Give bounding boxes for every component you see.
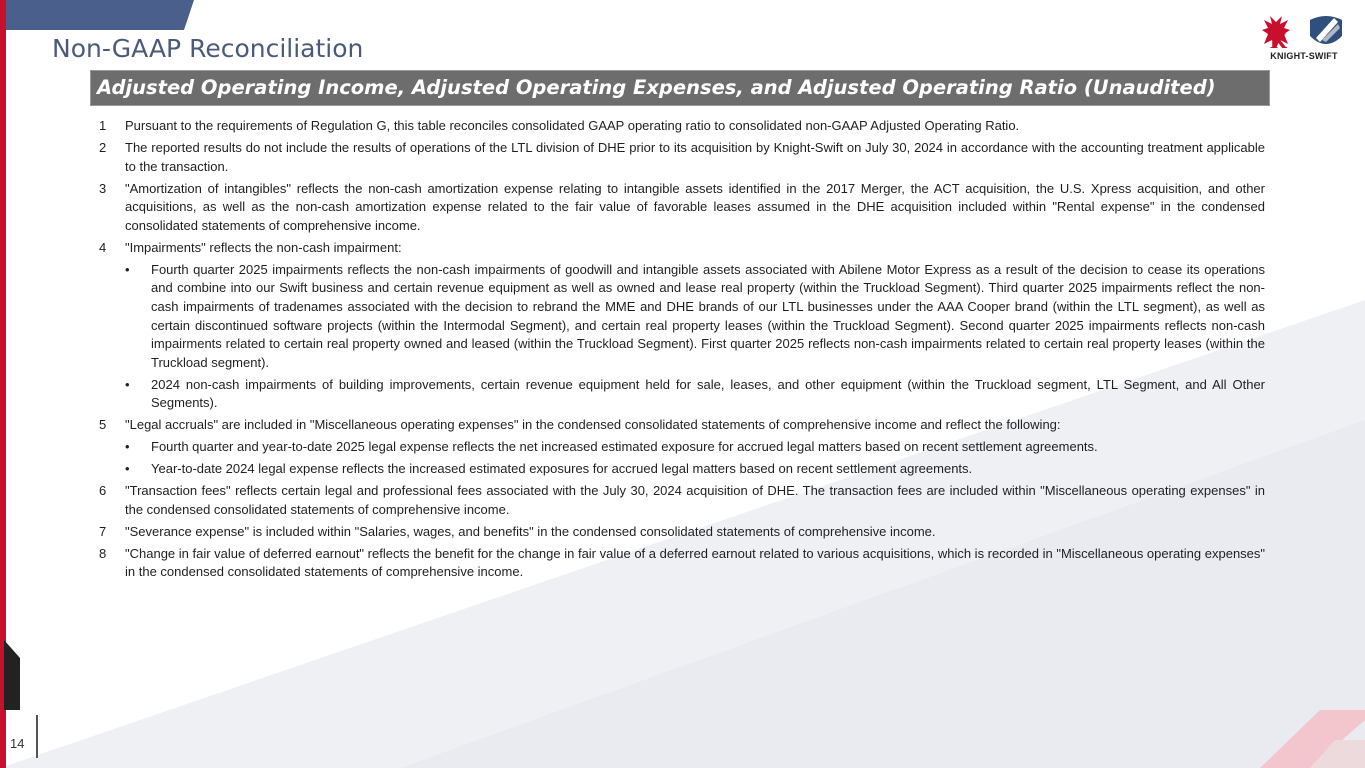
footnote-number: 3 xyxy=(99,180,107,196)
page-title: Non-GAAP Reconciliation xyxy=(52,34,364,63)
section-banner xyxy=(90,70,1270,106)
bullet-text: Fourth quarter 2025 impairments reflects the non-cash impairments of goodwill and intangible assets associated with Abilene Motor Express as a result of the decision to cease its operations and combine into our Swift business and certain revenue equipment as well as owned and lease real property (within the Truckload Segment). Third quarter 2025 impairments reflect the non-cash impairments of tradenames associated with the decision to rebrand the MME and DHE brands of our LTL businesses under the AAA Cooper brand (within the LTL segment), as well as certain discontinued software projects (within the Intermodal Segment), and certain real property leases (within the Truckload Segment). Second quarter 2025 impairments reflects non-cash impairments related to certain real property owned and leased (within the Truckload Segment). First quarter 2025 reflects non-cash impairments related to certain real property leases (within the Truckload segment). xyxy=(151,261,1265,370)
page-number-divider xyxy=(36,715,38,758)
footnote-3 xyxy=(99,180,1265,236)
footnotes-list xyxy=(99,117,1265,585)
bullet-text: Fourth quarter and year-to-date 2025 legal expense reflects the net increased estimated exposure for accrued legal matters based on recent settlement agreements. xyxy=(151,439,1098,455)
footnote-text: "Legal accruals" are included in "Miscellaneous operating expenses" in the condensed consolidated statements of comprehensive income and reflect the following: xyxy=(125,417,1061,433)
bullet-text: 2024 non-cash impairments of building improvements, certain revenue equipment held for sale, leases, and other equipment (within the Truckload segment, LTL Segment, and All Other Segments). xyxy=(151,376,1265,411)
footnote-number: 1 xyxy=(99,118,107,133)
corner-accent-shape xyxy=(1200,700,1365,768)
banner-title: Adjusted Operating Income, Adjusted Operating Expenses, and Adjusted Operating Ratio (Unaudited) xyxy=(97,76,1216,99)
footnote-text: "Amortization of intangibles" reflects the non-cash amortization expense relating to intangible assets identified in the 2017 Merger, the ACT acquisition, the U.S. Xpress acquisition, and other acquisitions, as well as the non-cash amortization expense related to the fair value of favorable leases assumed in the DHE acquisition included within "Rental expense" in the condensed consolidated statements of comprehensive income. xyxy=(125,180,1265,233)
footnote-5 xyxy=(99,416,1265,435)
footnote-6 xyxy=(99,482,1265,519)
footnote-number: 4 xyxy=(99,239,107,255)
footnote-5-bullet-1 xyxy=(99,438,1265,457)
bullet-marker: • xyxy=(125,439,130,455)
page-number: 14 xyxy=(10,736,25,751)
logo-wordmark: KNIGHT-SWIFT xyxy=(1270,51,1338,61)
bullet-marker: • xyxy=(125,261,130,277)
footnote-4 xyxy=(99,239,1265,258)
footnote-number: 6 xyxy=(99,483,107,499)
footnote-number: 7 xyxy=(99,523,107,539)
footnote-text: "Change in fair value of deferred earnout" reflects the benefit for the change in fair value of a deferred earnout related to various acquisitions, which is recorded in "Miscellaneous operating expenses" in the condensed consolidated statements of comprehensive income. xyxy=(125,545,1266,580)
footnote-number: 2 xyxy=(99,139,107,155)
footnote-text: "Severance expense" is included within "Salaries, wages, and benefits" in the condensed consolidated statements of comprehensive income. xyxy=(125,523,936,539)
footnote-1 xyxy=(99,117,1265,136)
bullet-marker: • xyxy=(125,376,130,392)
footnote-text: The reported results do not include the results of operations of the LTL division of DHE prior to its acquisition by Knight-Swift on July 30, 2024 in accordance with the accounting treatment applicable to the transaction. xyxy=(125,139,1265,174)
footnote-text: "Transaction fees" reflects certain legal and professional fees associated with the July 30, 2024 acquisition of DHE. The transaction fees are included within "Miscellaneous operating expenses" in the condensed consolidated statements of comprehensive income. xyxy=(125,483,1265,517)
left-dark-shape xyxy=(4,640,20,710)
bullet-text: Year-to-date 2024 legal expense reflects the increased estimated exposures for accrued legal matters based on recent settlement agreements. xyxy=(151,461,973,477)
footnote-8 xyxy=(99,545,1265,582)
footnote-number: 5 xyxy=(99,417,107,433)
footnote-7 xyxy=(99,523,1265,542)
footnote-number: 8 xyxy=(99,545,107,561)
footnote-4-bullet-1 xyxy=(99,261,1265,373)
footnote-text: Pursuant to the requirements of Regulation G, this table reconciles consolidated GAAP operating ratio to consolidated non-GAAP Adjusted Operating Ratio. xyxy=(125,118,1020,133)
top-tab-shape xyxy=(0,0,200,30)
bullet-marker: • xyxy=(125,461,130,477)
footnote-4-bullet-2 xyxy=(99,376,1265,413)
footnote-5-bullet-2 xyxy=(99,460,1265,479)
svg-text:K: K xyxy=(1270,28,1288,53)
footnote-2 xyxy=(99,139,1265,176)
footnote-text: "Impairments" reflects the non-cash impairment: xyxy=(125,239,402,255)
